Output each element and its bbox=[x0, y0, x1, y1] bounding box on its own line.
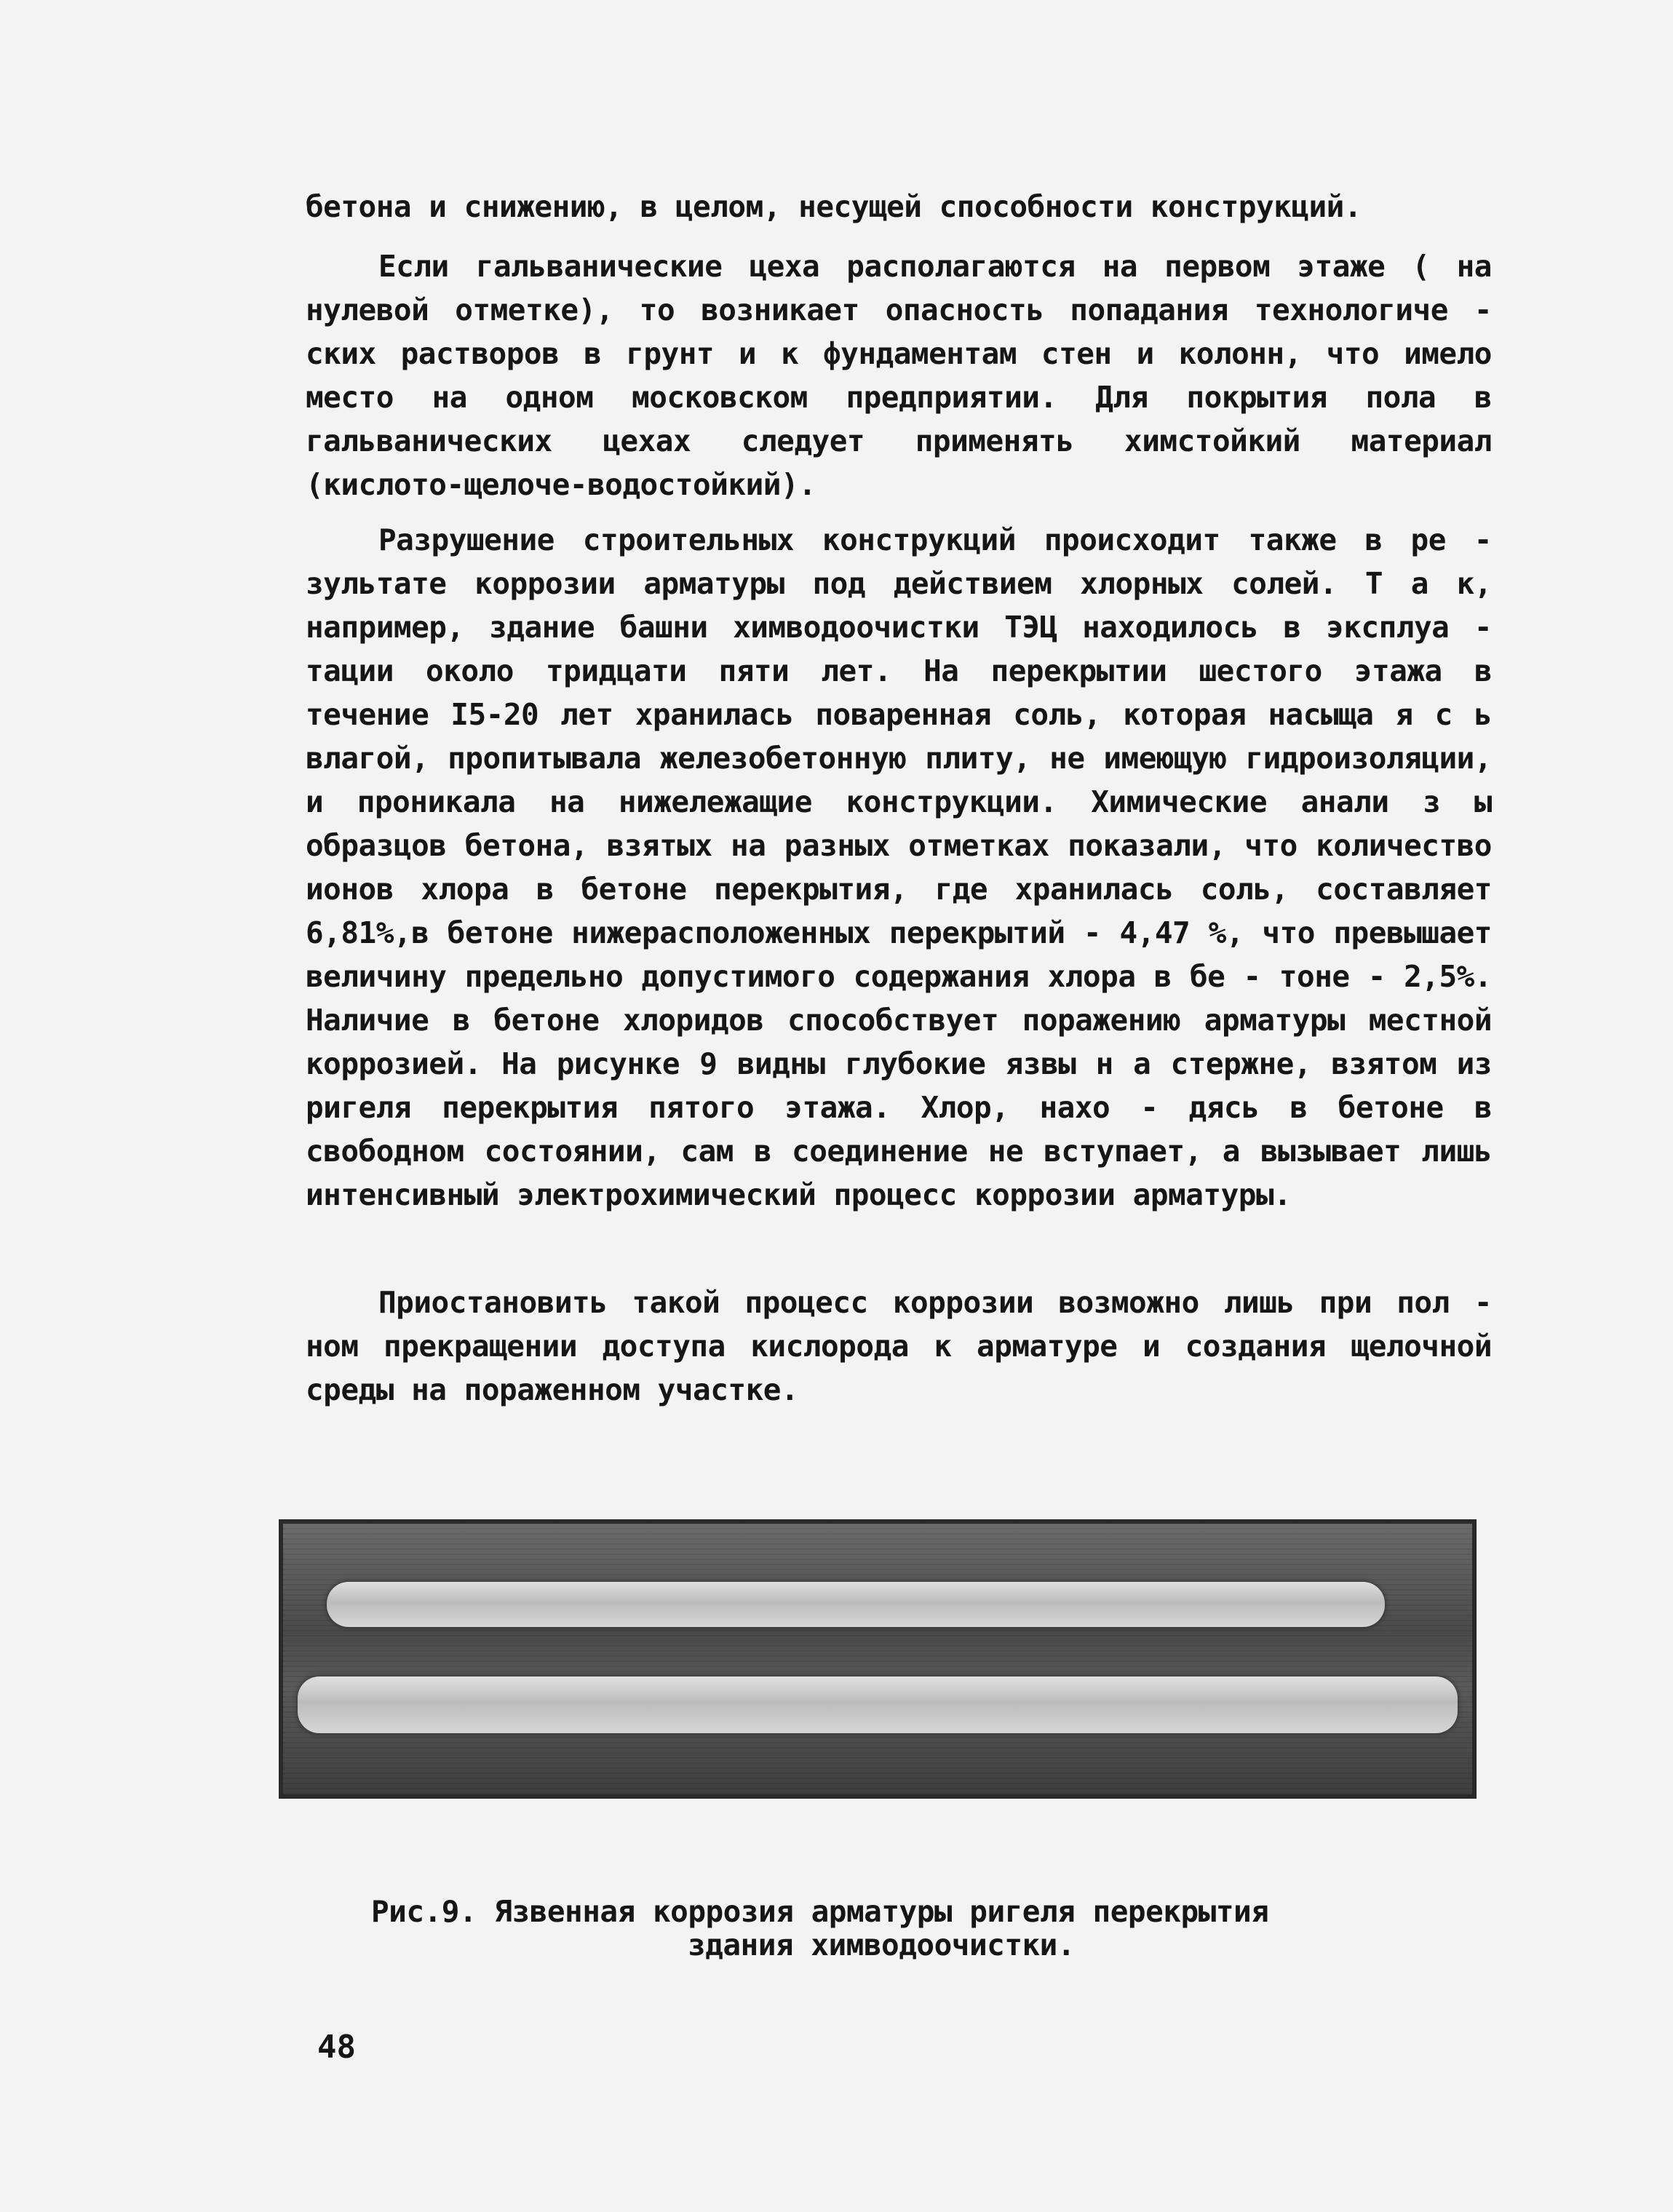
paragraph-stopping-corrosion bbox=[306, 1281, 1492, 1412]
rebar-rod-lower bbox=[298, 1676, 1458, 1733]
paragraph-continuation bbox=[306, 185, 1492, 228]
paragraph-text: Если гальванические цеха располагаются на первом этаже ( на нулевой отметке), то возникает опасность попадания технологиче - ских растворов в грунт и к фундаментам стен и колонн, что имело место на одном московском предприятии. Для покрытия пола в гальванических цехах следует применять химстойкий материал (кислото-щелоче-водостойкий). bbox=[306, 249, 1492, 502]
caption-line-1: Рис.9. Язвенная коррозия арматуры ригеля перекрытия bbox=[371, 1894, 1269, 1929]
figure-caption bbox=[371, 1895, 1339, 1962]
paragraph-text: бетона и снижению, в целом, несущей способности конструкций. bbox=[306, 189, 1362, 224]
caption-line-2: здания химводоочистки. bbox=[688, 1927, 1076, 1962]
paragraph-chloride-corrosion bbox=[306, 518, 1492, 1217]
paragraph-galvanic-shops bbox=[306, 244, 1492, 506]
figure-corroded-rebar-photo bbox=[279, 1519, 1477, 1799]
page-number: 48 bbox=[317, 2029, 356, 2066]
rebar-rod-upper bbox=[327, 1582, 1385, 1627]
paragraph-text: Приостановить такой процесс коррозии возможно лишь при пол - ном прекращении доступа кислорода к арматуре и создания щелочной среды на пораженном участке. bbox=[306, 1285, 1492, 1407]
paragraph-text: Разрушение строительных конструкций происходит также в ре - зультате коррозии арматуры под действием хлорных солей. Т а к, например, здание башни химводоочистки ТЭЦ находилось в эксплуа - тации около тридцати пяти лет. На перекрытии шестого этажа в течение I5-20 лет хранилась поваренная соль, которая насыща я с ь влагой, пропитывала железобетонную плиту, не имеющую гидроизоляции, и проникала на нижележащие конструкции. Химические анали з ы образцов бетона, взятых на разных отметках показали, что количество ионов хлора в бетоне перекрытия, где хранилась соль, составляет 6,81%,в бетоне нижерасположенных перекрытий - 4,47 %, что превышает величину предельно допустимого содержания хлора в бе - тоне - 2,5%. Наличие в бетоне хлоридов способствует поражению арматуры местной коррозией. На рисунке 9 видны глубокие язвы н а стержне, взятом из ригеля перекрытия пятого этажа. Хлор, нахо - дясь в бетоне в свободном состоянии, сам в соединение не вступает, а вызывает лишь интенсивный электрохимический процесс коррозии арматуры. bbox=[306, 522, 1492, 1212]
